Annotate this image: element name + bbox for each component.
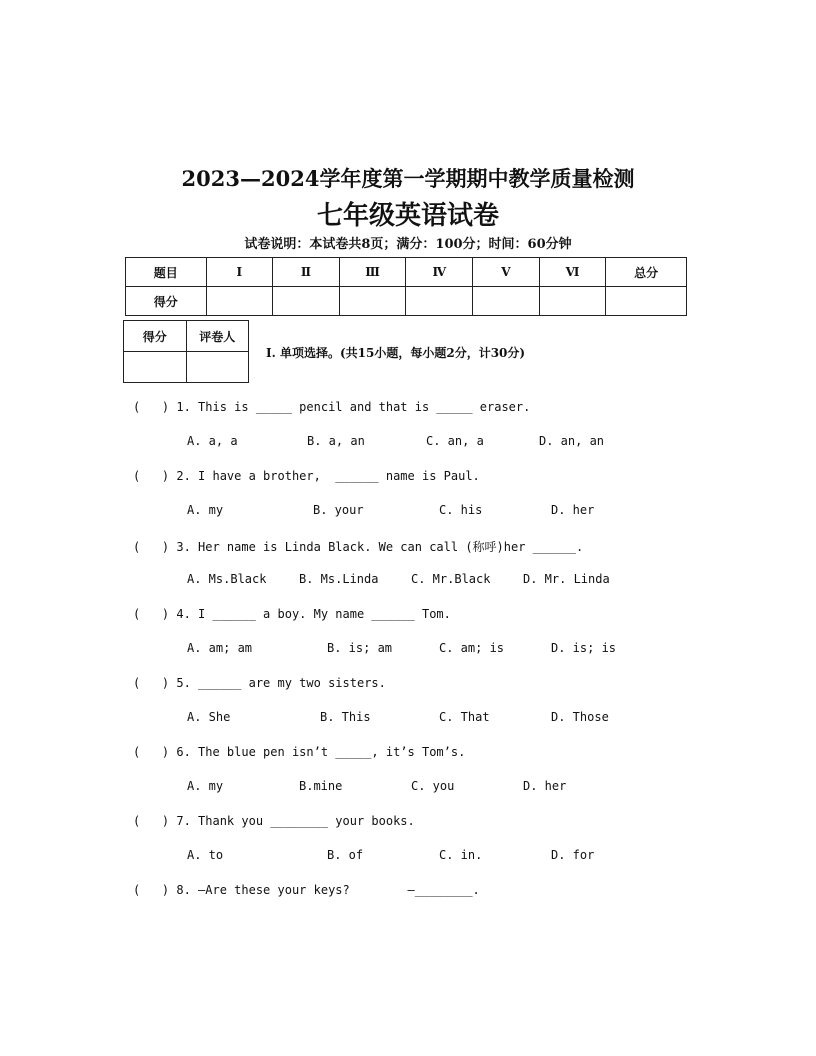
grader-score-cell[interactable] — [124, 352, 187, 383]
question-7: ( ) 7. Thank you ________ your books. — [133, 814, 415, 828]
grader-name-cell[interactable] — [186, 352, 249, 383]
grader-table-header-row — [124, 321, 249, 352]
score-input-cell[interactable] — [406, 287, 473, 316]
score-table-cell: Ⅵ — [539, 258, 606, 287]
option-d[interactable]: D. Mr. Linda — [523, 572, 610, 586]
option-d[interactable]: D. for — [551, 848, 595, 862]
score-input-cell[interactable] — [606, 287, 687, 316]
score-table-cell: 题目 — [126, 258, 207, 287]
option-d[interactable]: D. her — [551, 503, 595, 517]
option-a[interactable]: A. a, a — [187, 434, 238, 448]
question-2-options — [187, 503, 647, 519]
question-5-options — [187, 710, 647, 726]
score-table-cell: Ⅰ — [206, 258, 273, 287]
option-d[interactable]: D. an, an — [539, 434, 605, 448]
score-table-cell: 总分 — [606, 258, 687, 287]
option-a[interactable]: A. my — [187, 503, 224, 517]
option-c[interactable]: C. his — [439, 503, 483, 517]
option-c[interactable]: C. am; is — [439, 641, 505, 655]
question-6-options — [187, 779, 647, 795]
option-b[interactable]: B. is; am — [327, 641, 393, 655]
score-table — [125, 257, 687, 316]
grader-score-label: 得分 — [124, 321, 187, 352]
score-table-header-row — [126, 258, 687, 287]
option-c[interactable]: C. Mr.Black — [411, 572, 491, 586]
score-table-cell: Ⅲ — [339, 258, 406, 287]
score-table-score-row — [126, 287, 687, 316]
question-8: ( ) 8. —Are these your keys? —________. — [133, 883, 480, 897]
grader-table — [123, 320, 249, 383]
grader-table-input-row — [124, 352, 249, 383]
score-table-cell: Ⅴ — [473, 258, 540, 287]
question-6: ( ) 6. The blue pen isn’t _____, it’s Tom’s. — [133, 745, 466, 759]
question-1: ( ) 1. This is _____ pencil and that is _____ eraser. — [133, 400, 531, 414]
option-a[interactable]: A. am; am — [187, 641, 253, 655]
score-input-cell[interactable] — [539, 287, 606, 316]
score-input-cell[interactable] — [339, 287, 406, 316]
option-b[interactable]: B. Ms.Linda — [299, 572, 379, 586]
option-a[interactable]: A. Ms.Black — [187, 572, 267, 586]
option-a[interactable]: A. to — [187, 848, 224, 862]
exam-name: 七年级英语试卷 — [316, 201, 499, 231]
question-5: ( ) 5. ______ are my two sisters. — [133, 676, 386, 690]
question-2: ( ) 2. I have a brother, ______ name is Paul. — [133, 469, 480, 483]
option-b[interactable]: B. This — [320, 710, 371, 724]
option-d[interactable]: D. her — [523, 779, 567, 793]
score-input-cell[interactable] — [473, 287, 540, 316]
score-table-cell: Ⅱ — [273, 258, 340, 287]
question-3-options — [187, 572, 647, 588]
score-row-label: 得分 — [126, 287, 207, 316]
option-c[interactable]: C. you — [411, 779, 455, 793]
grader-name-label: 评卷人 — [186, 321, 249, 352]
option-b[interactable]: B.mine — [299, 779, 343, 793]
score-input-cell[interactable] — [273, 287, 340, 316]
question-7-options — [187, 848, 647, 864]
option-b[interactable]: B. of — [327, 848, 364, 862]
exam-title: 2023—2024学年度第一学期期中教学质量检测 — [181, 166, 635, 191]
score-input-cell[interactable] — [206, 287, 273, 316]
question-4: ( ) 4. I ______ a boy. My name ______ Tom. — [133, 607, 451, 621]
score-table-cell: Ⅳ — [406, 258, 473, 287]
option-d[interactable]: D. Those — [551, 710, 609, 724]
option-a[interactable]: A. my — [187, 779, 224, 793]
option-b[interactable]: B. your — [313, 503, 364, 517]
question-1-options — [187, 434, 647, 450]
option-d[interactable]: D. is; is — [551, 641, 617, 655]
question-3: ( ) 3. Her name is Linda Black. We can call (称呼)her ______. — [133, 540, 584, 554]
option-a[interactable]: A. She — [187, 710, 231, 724]
section-title: Ⅰ. 单项选择。(共15小题，每小题2分，计30分) — [266, 346, 526, 360]
question-4-options — [187, 641, 647, 657]
option-c[interactable]: C. in. — [439, 848, 483, 862]
option-b[interactable]: B. a, an — [307, 434, 365, 448]
option-c[interactable]: C. That — [439, 710, 490, 724]
option-c[interactable]: C. an, a — [426, 434, 484, 448]
exam-instructions: 试卷说明：本试卷共8页；满分：100分；时间：60分钟 — [244, 237, 572, 252]
